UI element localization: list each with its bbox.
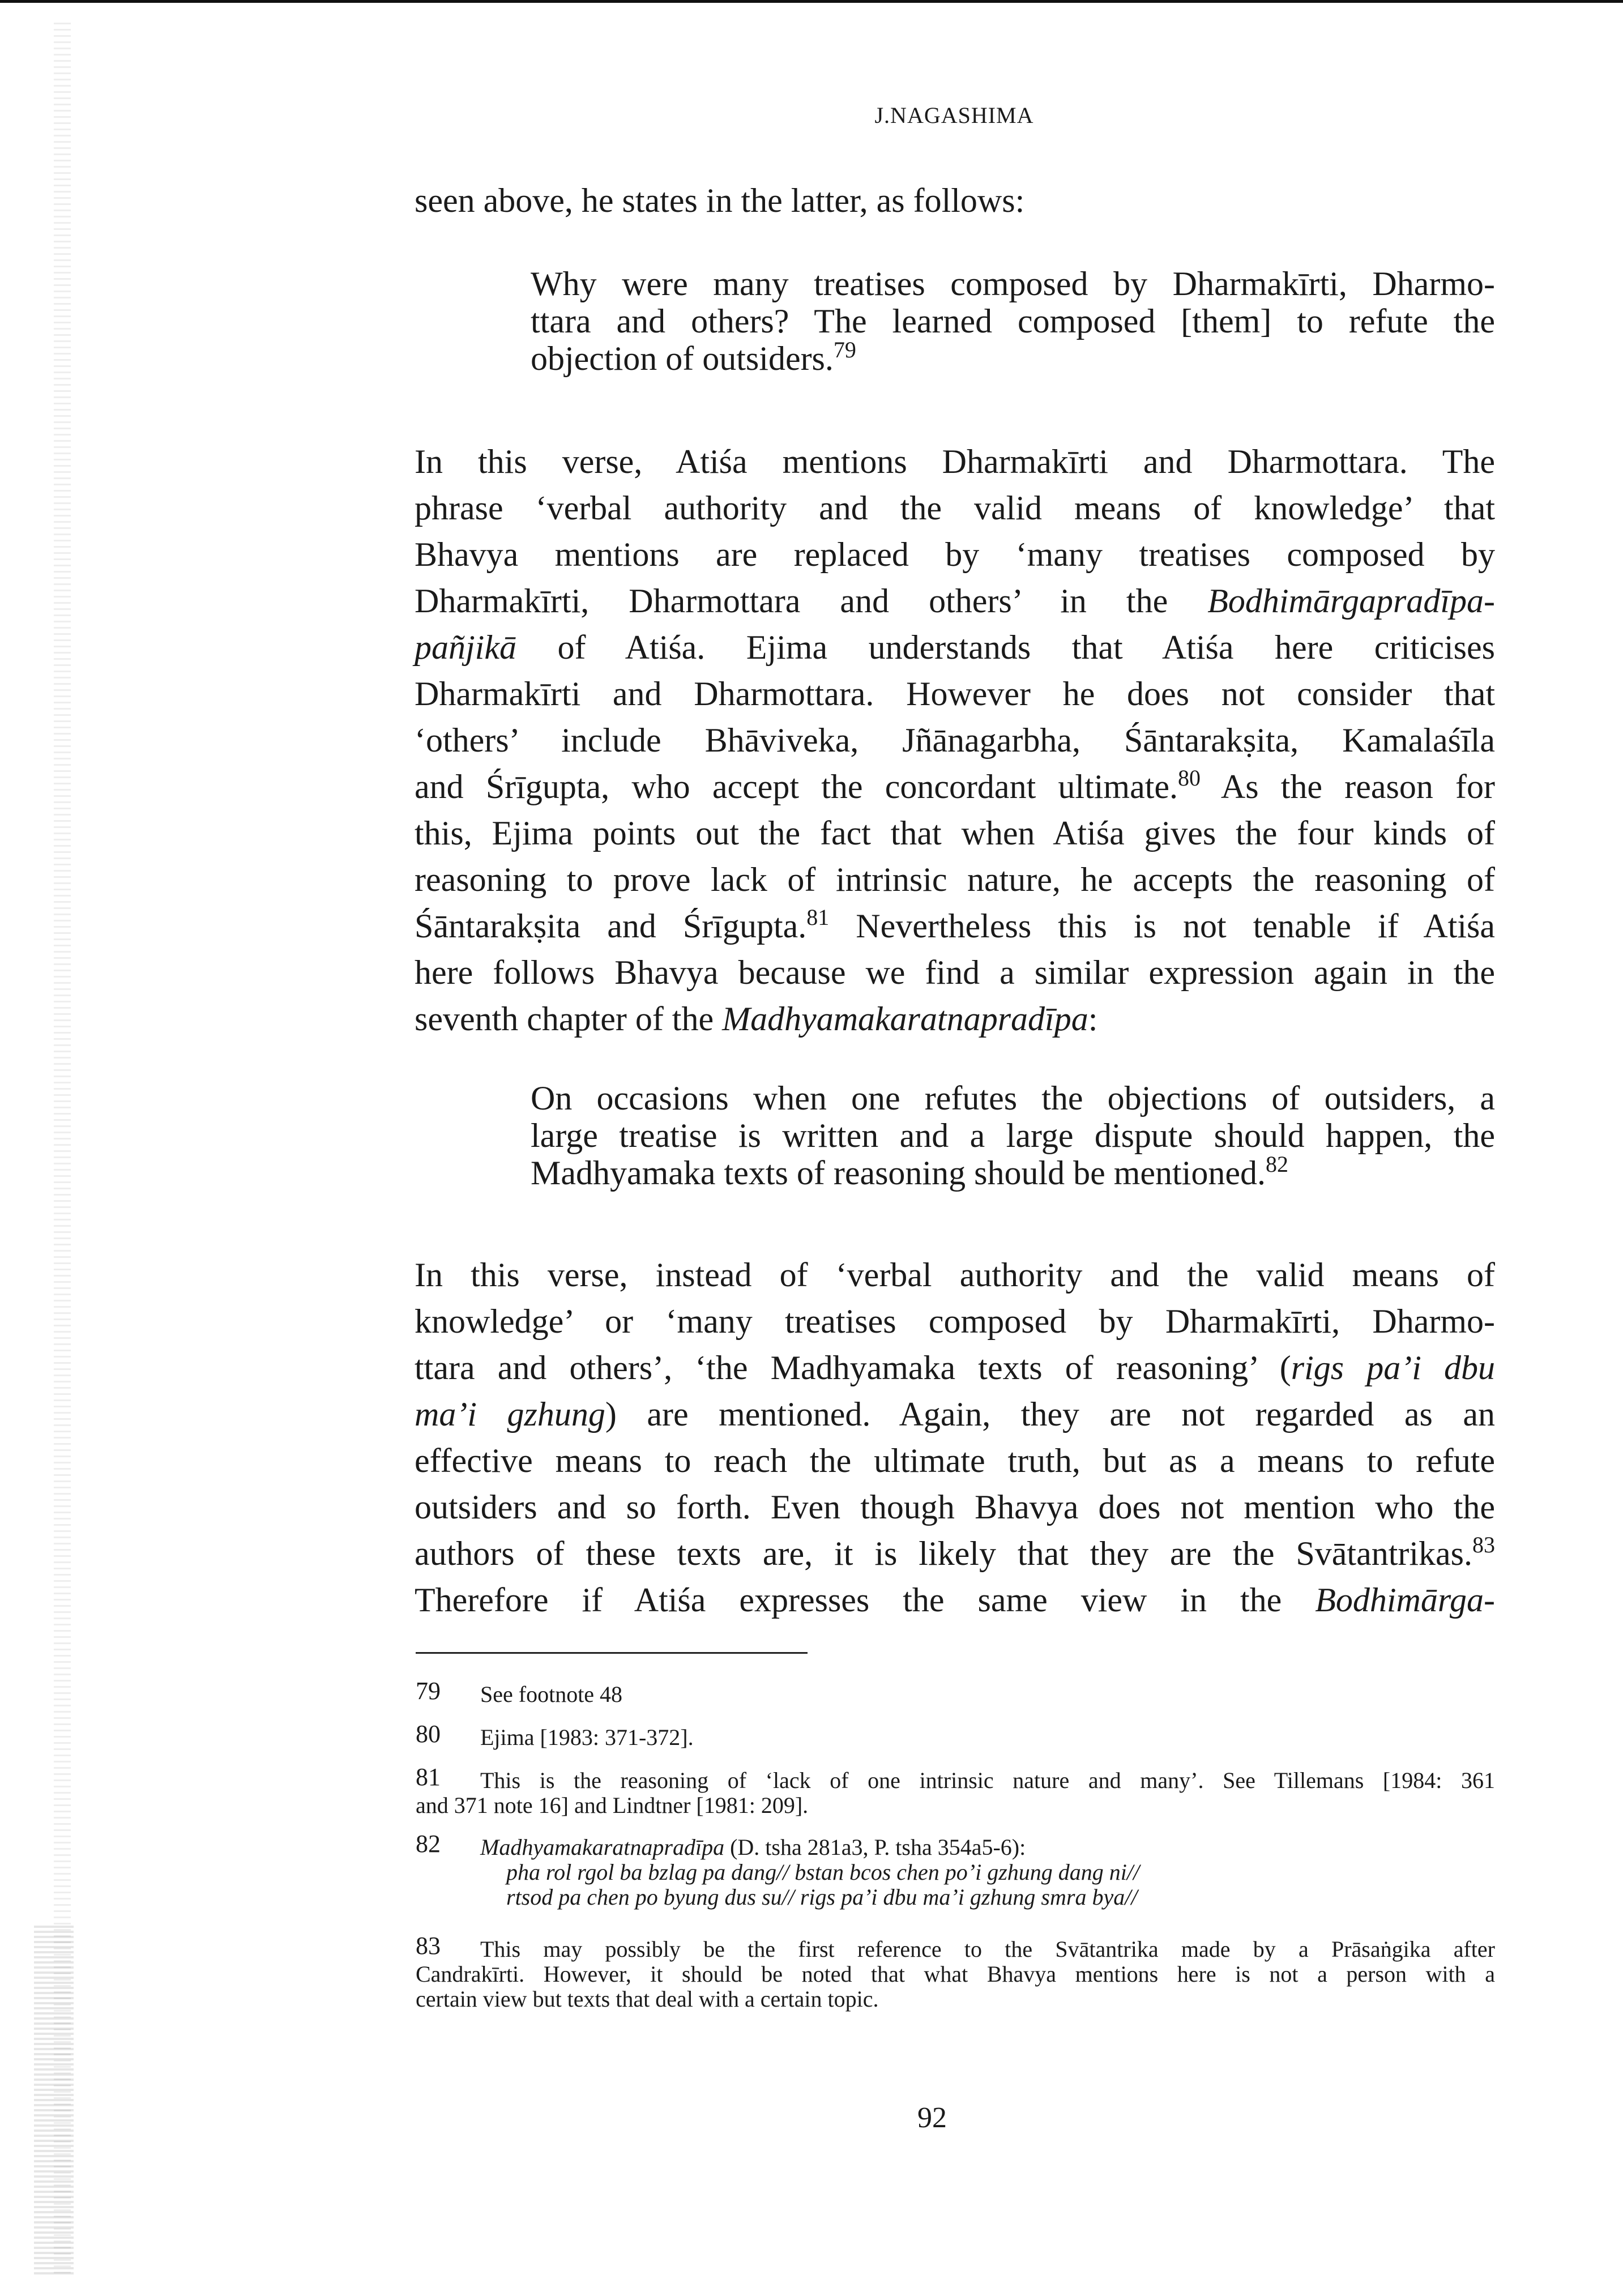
footnote-80 <box>416 1720 1495 1750</box>
footnote-ref-80[interactable]: 80 <box>1178 765 1201 791</box>
footnote-81 <box>416 1763 1495 1818</box>
work-title: Bodhimārga- <box>1315 1581 1495 1619</box>
footnote-ref-79[interactable]: 79 <box>833 337 856 362</box>
footnote-83 <box>416 1932 1495 2012</box>
paragraph-2 <box>415 1252 1495 1623</box>
para1-line: Dharmakīrti and Dharmottara. However he does not consider that <box>415 675 1495 712</box>
para1-text: seventh chapter of the <box>415 1000 723 1038</box>
footnote-82 <box>416 1830 1495 1910</box>
footnote-text: Candrakīrti. However, it should be noted that what Bhavya mentions here is not a person with a <box>416 1961 1495 1987</box>
running-head: J.NAGASHIMA <box>874 103 1034 128</box>
para1-text: As the reason for <box>1201 768 1495 805</box>
para1-text: Nevertheless this is not tenable if Atiśa <box>829 907 1495 945</box>
footnote-ref-82[interactable]: 82 <box>1266 1151 1289 1177</box>
para2-text: ) are mentioned. Again, they are not regarded as an <box>605 1395 1495 1433</box>
para1-line: ‘others’ include Bhāviveka, Jñānagarbha, Śāntarakṣita, Kamalaśīla <box>415 722 1495 759</box>
para2-line: In this verse, instead of ‘verbal authority and the valid means of <box>415 1256 1495 1294</box>
intro-text: seen above, he states in the latter, as follows: <box>415 182 1025 219</box>
quote2-line: large treatise is written and a large dispute should happen, the <box>531 1117 1495 1154</box>
footnote-text: This may possibly be the first reference to the Svātantrika made by a Prāsaṅgika after <box>480 1936 1495 1962</box>
para1-text: and Śrīgupta, who accept the concordant ultimate. <box>415 768 1178 805</box>
footnote-number: 81 <box>416 1763 441 1791</box>
scan-margin-noise-lower <box>34 1926 74 2277</box>
block-quote-1 <box>531 265 1495 377</box>
para2-line: knowledge’ or ‘many treatises composed by Dharmakīrti, Dharmo- <box>415 1303 1495 1340</box>
footnote-number: 83 <box>416 1932 441 1960</box>
footnote-text: and 371 note 16] and Lindtner [1981: 209]. <box>416 1793 809 1818</box>
work-title: Bodhimārgapradīpa- <box>1207 582 1495 620</box>
page-number: 92 <box>917 2102 947 2134</box>
para1-text: Śāntarakṣita and Śrīgupta. <box>415 907 807 945</box>
para1-line: In this verse, Atiśa mentions Dharmakīrti and Dharmottara. The <box>415 443 1495 480</box>
footnote-separator <box>416 1652 808 1654</box>
footnote-text: (D. tsha 281a3, P. tsha 354a5-6): <box>724 1834 1026 1860</box>
quote2-line: Madhyamaka texts of reasoning should be mentioned. <box>531 1154 1266 1192</box>
tibetan-term: ma’i gzhung <box>415 1395 605 1433</box>
scan-top-edge <box>0 0 1623 3</box>
quote1-line: Why were many treatises composed by Dharmakīrti, Dharmo- <box>531 265 1495 302</box>
quote1-line: ttara and others? The learned composed [them] to refute the <box>531 302 1495 340</box>
footnote-79 <box>416 1677 1495 1707</box>
footnote-ref-83[interactable]: 83 <box>1472 1532 1495 1557</box>
para1-line: this, Ejima points out the fact that when Atiśa gives the four kinds of <box>415 814 1495 852</box>
para2-text: authors of these texts are, it is likely that they are the Svātantrikas. <box>415 1535 1472 1572</box>
footnote-number: 79 <box>416 1677 441 1705</box>
quote2-line: On occasions when one refutes the objections of outsiders, a <box>531 1079 1495 1117</box>
para2-line: outsiders and so forth. Even though Bhavya does not mention who the <box>415 1488 1495 1526</box>
para1-line: phrase ‘verbal authority and the valid means of knowledge’ that <box>415 489 1495 527</box>
tibetan-verse-line: rtsod pa chen po byung dus su// rigs pa’i dbu ma’i gzhung smra bya// <box>506 1884 1138 1910</box>
para1-text: of Atiśa. Ejima understands that Atiśa here criticises <box>516 629 1495 666</box>
body-line-intro <box>415 177 1495 224</box>
footnote-number: 82 <box>416 1830 441 1858</box>
paragraph-1 <box>415 438 1495 1042</box>
footnote-text: This is the reasoning of ‘lack of one intrinsic nature and many’. See Tillemans [1984: 361 <box>480 1768 1495 1793</box>
para2-text: Therefore if Atiśa expresses the same view in the <box>415 1581 1316 1619</box>
para2-text: ttara and others’, ‘the Madhyamaka texts of reasoning’ ( <box>415 1349 1291 1386</box>
para1-line: reasoning to prove lack of intrinsic nature, he accepts the reasoning of <box>415 861 1495 898</box>
block-quote-2 <box>531 1079 1495 1192</box>
tibetan-term: rigs pa’i dbu <box>1291 1349 1495 1386</box>
quote1-line: objection of outsiders. <box>531 340 834 377</box>
para1-line: Bhavya mentions are replaced by ‘many treatises composed by <box>415 536 1495 573</box>
para1-text: Dharmakīrti, Dharmottara and others’ in the <box>415 582 1208 620</box>
para2-line: effective means to reach the ultimate truth, but as a means to refute <box>415 1442 1495 1479</box>
footnote-text: See footnote 48 <box>480 1682 623 1707</box>
footnote-ref-81[interactable]: 81 <box>806 904 830 930</box>
para1-text: : <box>1088 1000 1098 1038</box>
work-title: Madhyamakaratnapradīpa <box>480 1834 725 1860</box>
tibetan-verse-line: pha rol rgol ba bzlag pa dang// bstan bcos chen po’i gzhung dang ni// <box>506 1859 1140 1885</box>
work-title: Madhyamakaratnapradīpa <box>722 1000 1088 1038</box>
para1-line: here follows Bhavya because we find a similar expression again in the <box>415 954 1495 991</box>
footnote-text: certain view but texts that deal with a certain topic. <box>416 1986 879 2012</box>
work-title: pañjikā <box>415 629 516 666</box>
footnote-number: 80 <box>416 1720 441 1748</box>
footnote-text: Ejima [1983: 371-372]. <box>480 1725 694 1750</box>
